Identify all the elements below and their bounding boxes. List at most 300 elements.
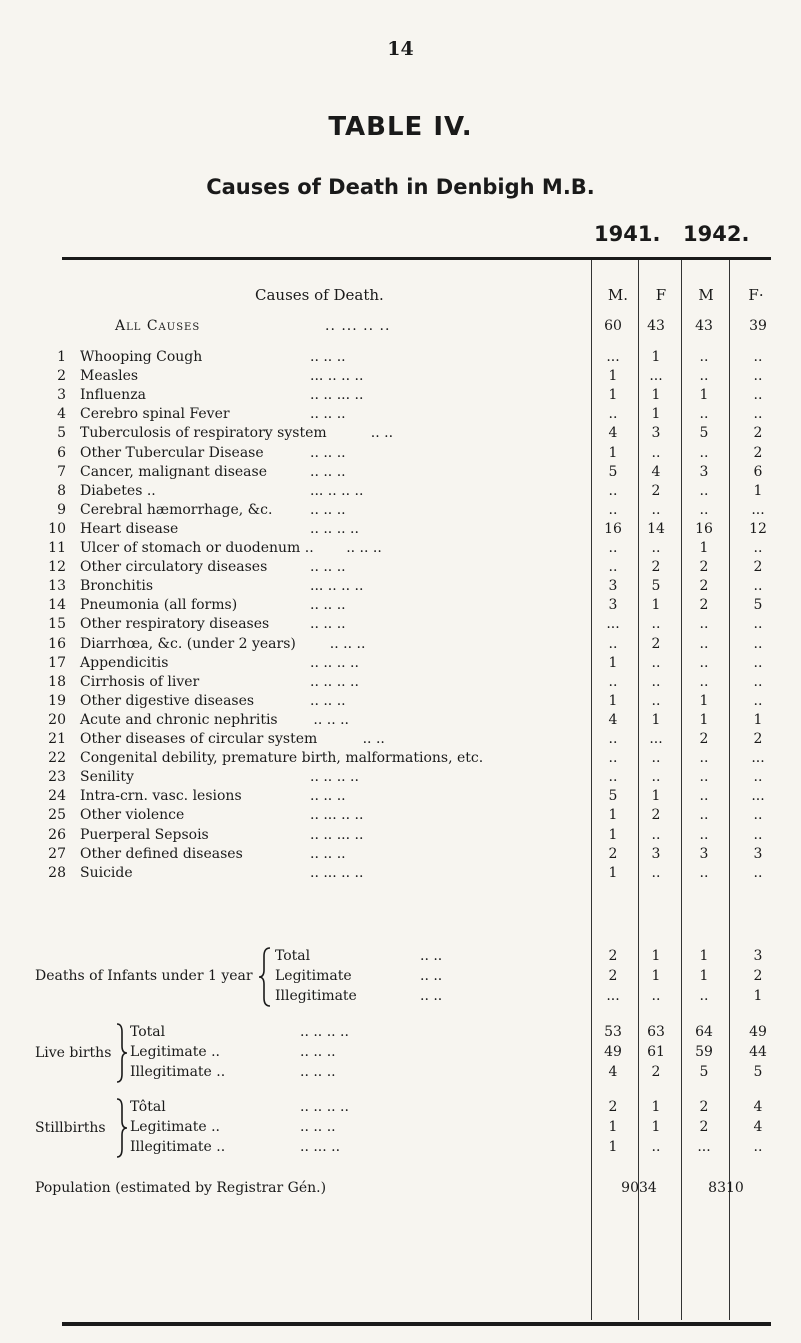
leader-dots: .. .. .. (300, 1119, 336, 1135)
value-m-1941: .. (608, 769, 618, 786)
row-label: Suicide (80, 864, 133, 881)
value-f-1942: 2 (753, 444, 763, 461)
leader-dots: .. ... .. .. (310, 864, 364, 881)
value-m-1941: 5 (608, 788, 618, 805)
value-m-1941: 5 (608, 463, 618, 480)
value-f-1942: 1 (753, 711, 763, 728)
value-m-1942: 5 (699, 1064, 709, 1080)
row-number: 22 (48, 750, 66, 767)
value-m-1942: .. (699, 807, 709, 824)
cause-row (0, 825, 801, 845)
table-subtitle: Causes of Death in Denbigh M.B. (206, 175, 595, 199)
row-label: Other digestive diseases (80, 692, 255, 709)
value-f-1941: .. (651, 692, 661, 709)
row-label: Illegitimate .. (130, 1064, 226, 1080)
value-m-1941: 53 (604, 1024, 622, 1040)
value-f-1941: 1 (651, 788, 661, 805)
live-births-row (0, 1022, 801, 1042)
leader-dots: .. .. .. (310, 845, 346, 862)
population-label: Population (estimated by Registrar Gén.) (35, 1180, 327, 1196)
value-f-1942: .. (753, 864, 763, 881)
value-m-1941: 3 (608, 597, 618, 614)
col-header-m-1941: M. (607, 286, 629, 304)
value-m-1942: 43 (695, 318, 713, 334)
value-m-1942: .. (699, 788, 709, 805)
cause-row (0, 423, 801, 443)
leader-dots: .. .. (420, 968, 443, 984)
value-m-1942: .. (699, 988, 709, 1004)
row-label: Influenza (80, 387, 146, 404)
row-label: Intra-crn. vasc. lesions (80, 788, 242, 805)
value-f-1942: .. (753, 807, 763, 824)
row-label: Cirrhosis of liver (80, 673, 200, 690)
leader-dots: .. .. (420, 948, 443, 964)
value-f-1941: 1 (651, 1099, 661, 1115)
value-m-1942: .. (699, 826, 709, 843)
live-births-row (0, 1042, 801, 1062)
row-label: Other respiratory diseases (80, 616, 270, 633)
value-f-1942: 49 (749, 1024, 767, 1040)
row-number: 8 (57, 482, 66, 499)
leader-dots: .. .. .. (300, 1064, 336, 1080)
cause-row (0, 614, 801, 634)
row-number: 20 (48, 711, 66, 728)
cause-row (0, 710, 801, 730)
cause-row (0, 672, 801, 692)
value-m-1941: 2 (608, 1099, 618, 1115)
row-label: Whooping Cough (80, 349, 203, 365)
row-number: 3 (57, 387, 66, 404)
cause-row (0, 748, 801, 768)
row-label: Legitimate .. (130, 1119, 221, 1135)
value-f-1942: .. (753, 616, 763, 633)
value-m-1942: 2 (699, 731, 709, 747)
page-number: 14 (387, 38, 414, 60)
value-f-1942: 1 (753, 988, 763, 1004)
value-f-1941: 3 (651, 845, 661, 862)
value-m-1942: 3 (699, 463, 709, 480)
leader-dots: .. .. .. .. (310, 769, 359, 786)
value-f-1942: .. (753, 635, 763, 652)
row-label: Tuberculosis of respiratory system (80, 425, 327, 442)
value-m-1941: 1 (608, 1139, 618, 1155)
value-f-1942: .. (753, 349, 763, 365)
value-f-1941: .. (651, 769, 661, 786)
row-number: 17 (48, 654, 66, 671)
cause-row (0, 653, 801, 673)
value-m-1942: 1 (699, 387, 709, 404)
value-f-1941: 1 (651, 1119, 661, 1135)
stillbirths-row (0, 1097, 801, 1117)
value-f-1942: .. (753, 540, 763, 556)
value-f-1942: ... (751, 501, 765, 518)
value-m-1941: ... (606, 616, 620, 633)
row-number: 21 (48, 731, 66, 747)
row-label: Total (275, 948, 311, 964)
cause-row (0, 404, 801, 424)
cause-row (0, 481, 801, 501)
value-f-1942: .. (753, 826, 763, 843)
leader-dots: .. .. .. .. (300, 1024, 349, 1040)
value-m-1941: .. (608, 540, 618, 556)
value-m-1942: .. (699, 501, 709, 518)
row-label: Other violence (80, 807, 185, 824)
leader-dots: .. .. ... .. (310, 387, 364, 404)
row-number: 9 (57, 501, 66, 518)
cause-row (0, 385, 801, 405)
value-f-1941: .. (651, 826, 661, 843)
cause-row (0, 786, 801, 806)
value-m-1942: .. (699, 406, 709, 423)
leader-dots: .. .. .. (310, 463, 346, 480)
row-number: 24 (48, 788, 66, 805)
value-m-1942: .. (699, 769, 709, 786)
cause-row (0, 519, 801, 539)
bottom-rule (62, 1322, 771, 1326)
row-label: Acute and chronic nephritis (80, 711, 278, 728)
value-m-1941: ... (606, 988, 620, 1004)
value-m-1942: 1 (699, 948, 709, 964)
value-m-1942: 2 (699, 559, 709, 576)
value-f-1941: .. (651, 673, 661, 690)
value-m-1942: .. (699, 444, 709, 461)
row-number: 16 (48, 635, 66, 652)
row-label: Other diseases of circular system (80, 731, 318, 747)
value-f-1942: .. (753, 1139, 763, 1155)
value-f-1941: ... (649, 368, 663, 385)
value-f-1942: 3 (753, 845, 763, 862)
row-number: 27 (48, 845, 66, 862)
value-f-1942: 2 (753, 425, 763, 442)
row-label: Puerperal Sepsois (80, 826, 209, 843)
value-f-1941: .. (651, 750, 661, 767)
row-label: Cerebro spinal Fever (80, 406, 230, 423)
row-number: 25 (48, 807, 66, 824)
value-m-1941: 3 (608, 578, 618, 595)
value-f-1941: 2 (651, 559, 661, 576)
year-1941: 1941. (594, 222, 661, 246)
value-f-1942: ... (751, 788, 765, 805)
row-label: Ulcer of stomach or duodenum .. (80, 540, 314, 556)
row-label: Tôtal (130, 1099, 166, 1115)
live-births-label: Live births (35, 1045, 112, 1061)
value-m-1942: .. (699, 482, 709, 499)
value-m-1941: 4 (608, 711, 618, 728)
row-number: 12 (48, 559, 66, 576)
value-m-1942: .. (699, 616, 709, 633)
value-f-1942: .. (753, 692, 763, 709)
value-f-1942: .. (753, 673, 763, 690)
value-f-1942: .. (753, 654, 763, 671)
value-m-1941: 49 (604, 1044, 622, 1060)
value-f-1941: ... (649, 731, 663, 747)
row-label: Senility (80, 769, 134, 786)
value-f-1941: 1 (651, 948, 661, 964)
value-f-1941: 1 (651, 597, 661, 614)
value-f-1941: 43 (647, 318, 665, 334)
leader-dots: .. .. .. (313, 711, 349, 728)
row-number: 5 (57, 425, 66, 442)
row-number: 18 (48, 673, 66, 690)
value-m-1942: 59 (695, 1044, 713, 1060)
value-f-1942: .. (753, 769, 763, 786)
leader-dots: .. .. (370, 425, 394, 442)
value-f-1941: 61 (647, 1044, 665, 1060)
cause-row (0, 538, 801, 558)
value-f-1941: 63 (647, 1024, 665, 1040)
leader-dots: .. .. .. .. (310, 654, 359, 671)
leader-dots: .. .. ... .. (310, 826, 364, 843)
row-label: Bronchitis (80, 578, 154, 595)
value-m-1942: 64 (695, 1024, 713, 1040)
value-m-1942: 3 (699, 845, 709, 862)
infant-deaths-label: Deaths of Infants under 1 year (35, 968, 253, 984)
leader-dots: .. .. .. (310, 559, 346, 576)
row-label: Illegitimate (275, 988, 357, 1004)
value-f-1942: .. (753, 406, 763, 423)
leader-dots: .. .. .. (310, 501, 346, 518)
cause-row (0, 443, 801, 463)
value-f-1942: .. (753, 387, 763, 404)
value-f-1942: 3 (753, 948, 763, 964)
value-m-1942: 16 (695, 520, 713, 537)
leader-dots: .. .. .. (310, 406, 346, 423)
value-f-1941: 14 (647, 520, 665, 537)
row-label: Illegitimate .. (130, 1139, 226, 1155)
value-f-1941: 2 (651, 482, 661, 499)
cause-row (0, 557, 801, 577)
value-m-1941: ... (606, 349, 620, 365)
top-rule (62, 257, 771, 260)
row-number: 23 (48, 769, 66, 786)
value-f-1941: 4 (651, 463, 661, 480)
value-f-1942: 12 (749, 520, 767, 537)
leader-dots: .. .. .. (310, 597, 346, 614)
value-f-1942: 4 (753, 1099, 763, 1115)
value-f-1941: .. (651, 654, 661, 671)
value-m-1942: 1 (699, 540, 709, 556)
row-number: 6 (57, 444, 66, 461)
value-m-1941: 1 (608, 368, 618, 385)
value-f-1942: 2 (753, 559, 763, 576)
cause-row (0, 767, 801, 787)
row-number: 2 (57, 368, 66, 385)
all-causes-row (0, 316, 801, 336)
row-number: 1 (57, 349, 66, 365)
stillbirths-row (0, 1137, 801, 1157)
value-m-1942: 5 (699, 425, 709, 442)
year-1942: 1942. (683, 222, 750, 246)
value-f-1941: .. (651, 616, 661, 633)
value-f-1942: 6 (753, 463, 763, 480)
value-m-1941: 2 (608, 845, 618, 862)
infant-deaths-row (0, 966, 801, 986)
cause-row (0, 844, 801, 864)
value-m-1941: 1 (608, 692, 618, 709)
row-label: Legitimate .. (130, 1044, 221, 1060)
cause-row (0, 500, 801, 520)
population-1942: 8310 (708, 1180, 744, 1196)
value-m-1942: 2 (699, 1099, 709, 1115)
stillbirths-row (0, 1117, 801, 1137)
value-m-1941: 1 (608, 864, 618, 881)
row-number: 28 (48, 864, 66, 881)
row-label: Measles (80, 368, 139, 385)
value-m-1941: 2 (608, 968, 618, 984)
value-m-1941: 60 (604, 318, 622, 334)
leader-dots: .. .. .. (329, 635, 366, 652)
leader-dots: .. .. .. (310, 349, 346, 365)
value-m-1941: 2 (608, 948, 618, 964)
row-number: 19 (48, 692, 66, 709)
value-f-1941: 2 (651, 1064, 661, 1080)
all-causes-label: All Causes (115, 318, 201, 334)
row-number: 10 (48, 520, 66, 537)
value-m-1942: 1 (699, 968, 709, 984)
leader-dots: .. .. .. (310, 444, 346, 461)
value-m-1942: .. (699, 368, 709, 385)
population-1941: 9034 (621, 1180, 657, 1196)
cause-row (0, 863, 801, 883)
value-m-1941: .. (608, 673, 618, 690)
cause-row (0, 634, 801, 654)
row-label: Legitimate (275, 968, 352, 984)
value-f-1942: 1 (753, 482, 763, 499)
value-f-1941: .. (651, 1139, 661, 1155)
value-m-1942: .. (699, 750, 709, 767)
leader-dots: .. .. .. (310, 788, 346, 805)
value-f-1941: .. (651, 988, 661, 1004)
row-label: Other Tubercular Disease (80, 444, 264, 461)
cause-row (0, 366, 801, 386)
leader-dots: .. .. .. (300, 1044, 336, 1060)
value-m-1942: 2 (699, 1119, 709, 1135)
row-label: Cerebral hæmorrhage, &c. (80, 501, 273, 518)
value-f-1941: 2 (651, 635, 661, 652)
leader-dots: .. .. (362, 731, 385, 747)
leader-dots: ... .. .. .. (310, 368, 364, 385)
value-f-1941: .. (651, 444, 661, 461)
col-header-f-1941: F (655, 286, 667, 304)
row-number: 13 (48, 578, 66, 595)
leader-dots: .. .. .. .. (310, 520, 359, 537)
value-m-1942: .. (699, 349, 709, 365)
value-f-1942: ... (751, 750, 765, 767)
leader-dots: .. ... .. (300, 1139, 341, 1155)
row-number: 4 (57, 406, 66, 423)
value-f-1942: .. (753, 368, 763, 385)
leader-dots: .. .. .. .. (310, 673, 359, 690)
row-label: Total (130, 1024, 166, 1040)
row-number: 14 (48, 597, 66, 614)
value-m-1942: 1 (699, 711, 709, 728)
cause-row (0, 576, 801, 596)
row-label: Pneumonia (all forms) (80, 597, 238, 614)
value-m-1942: .. (699, 673, 709, 690)
col-header-m-1942: M (698, 286, 714, 304)
value-m-1941: 1 (608, 387, 618, 404)
value-m-1941: .. (608, 406, 618, 423)
value-f-1941: 5 (651, 578, 661, 595)
cause-row (0, 347, 801, 367)
row-number: 7 (57, 463, 66, 480)
row-label: Heart disease (80, 520, 179, 537)
value-m-1942: .. (699, 635, 709, 652)
leader-dots: .. .. .. (310, 692, 346, 709)
value-m-1941: .. (608, 559, 618, 576)
value-f-1941: 1 (651, 711, 661, 728)
row-number: 26 (48, 826, 66, 843)
value-m-1941: .. (608, 731, 618, 747)
cause-row (0, 462, 801, 482)
value-f-1941: .. (651, 540, 661, 556)
value-f-1942: 2 (753, 968, 763, 984)
value-f-1941: 1 (651, 349, 661, 365)
value-f-1942: 4 (753, 1119, 763, 1135)
value-m-1941: 1 (608, 1119, 618, 1135)
value-f-1941: 3 (651, 425, 661, 442)
row-label: Appendicitis (80, 654, 169, 671)
population-row (0, 1178, 801, 1198)
causes-header: Causes of Death. (255, 286, 384, 304)
row-label: Cancer, malignant disease (80, 463, 267, 480)
value-m-1941: .. (608, 750, 618, 767)
value-f-1941: 1 (651, 406, 661, 423)
cause-row (0, 805, 801, 825)
value-f-1942: .. (753, 578, 763, 595)
value-f-1942: 39 (749, 318, 767, 334)
value-f-1942: 44 (749, 1044, 767, 1060)
value-m-1941: .. (608, 501, 618, 518)
value-f-1941: .. (651, 864, 661, 881)
leader-dots: .. .. .. (310, 616, 346, 633)
infant-deaths-row (0, 986, 801, 1006)
value-m-1942: 1 (699, 692, 709, 709)
value-m-1941: .. (608, 482, 618, 499)
row-label: Congenital debility, premature birth, malformations, etc. (80, 750, 484, 767)
value-m-1942: .. (699, 864, 709, 881)
value-m-1941: .. (608, 635, 618, 652)
value-m-1941: 16 (604, 520, 622, 537)
cause-row (0, 729, 801, 749)
value-m-1942: .. (699, 654, 709, 671)
cause-row (0, 595, 801, 615)
value-m-1942: ... (697, 1139, 711, 1155)
cause-row (0, 691, 801, 711)
row-number: 15 (48, 616, 66, 633)
value-m-1941: 4 (608, 1064, 618, 1080)
value-f-1942: 5 (753, 597, 763, 614)
value-f-1941: 1 (651, 968, 661, 984)
leader-dots: ... .. .. .. (310, 482, 364, 499)
stillbirths-label: Stillbirths (35, 1120, 106, 1136)
value-f-1942: 5 (753, 1064, 763, 1080)
infant-deaths-row (0, 946, 801, 966)
row-label: Other circulatory diseases (80, 559, 268, 576)
value-f-1942: 2 (753, 731, 763, 747)
row-number: 11 (48, 540, 66, 556)
leader-dots: .. ... .. .. (325, 318, 391, 334)
leader-dots: ... .. .. .. (310, 578, 364, 595)
value-f-1941: .. (651, 501, 661, 518)
value-m-1941: 1 (608, 807, 618, 824)
leader-dots: .. .. .. (346, 540, 382, 556)
value-f-1941: 2 (651, 807, 661, 824)
value-m-1942: 2 (699, 597, 709, 614)
table-title: TABLE IV. (328, 112, 473, 142)
value-m-1942: 2 (699, 578, 709, 595)
leader-dots: .. .. .. .. (300, 1099, 349, 1115)
